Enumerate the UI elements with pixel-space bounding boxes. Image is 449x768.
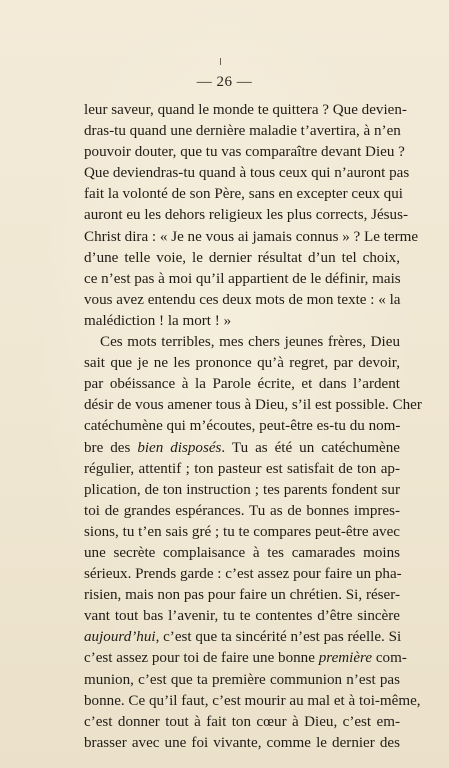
text-line xyxy=(84,459,400,480)
text-line xyxy=(84,501,400,522)
text-run: com- xyxy=(372,650,407,667)
text-run: malédiction ! la mort ! » xyxy=(84,312,232,329)
text-line xyxy=(84,627,400,648)
text-line xyxy=(84,733,400,754)
text-run: Ces mots terribles, mes chers jeunes frères, Dieu xyxy=(100,334,400,351)
text-line xyxy=(84,374,400,395)
text-run: ce n’est pas à moi qu’il appartient de le définir, mais xyxy=(84,270,401,287)
text-line xyxy=(84,480,400,501)
text-run: d’une telle voie, le dernier résultat d’un tel choix, xyxy=(84,249,400,266)
text-run: plication, de ton instruction ; tes parents fondent sur xyxy=(84,481,400,498)
text-run: , c’est que ta sincérité n’est pas réelle. Si xyxy=(155,629,402,646)
text-line xyxy=(84,269,400,290)
text-run: toi de grandes espérances. Tu as de bonnes impres- xyxy=(84,502,400,519)
text-run: vant tout bas l’avenir, tu te contentes d’être sincère xyxy=(84,608,400,625)
body-text xyxy=(84,100,422,754)
text-run: munion, c’est que ta première communion n’est pas xyxy=(84,671,400,688)
text-run: c’est assez pour toi de faire une bonne xyxy=(84,650,319,667)
text-run: régulier, attentif ; ton pasteur est satisfait de ton ap- xyxy=(84,460,400,477)
text-run: désir de vous amener tous à Dieu, s’il est possible. Cher xyxy=(84,397,422,414)
text-line xyxy=(84,205,409,226)
text-run: leur saveur, quand le monde te quittera ? Que devien- xyxy=(84,102,407,118)
text-line xyxy=(84,522,400,543)
text-run: sait que je ne les prononce qu’à regret, par devoir, xyxy=(84,355,400,372)
page-number: — 26 — xyxy=(196,74,253,90)
text-run: . Tu as été un catéchumène xyxy=(221,439,400,456)
text-line xyxy=(84,395,422,416)
text-line xyxy=(84,648,407,669)
text-run: bonne. Ce qu’il faut, c’est mourir au mal et à toi-même, xyxy=(84,692,421,709)
text-run: dras-tu quand une dernière maladie t’avertira, à n’en xyxy=(84,123,401,140)
text-line xyxy=(84,142,405,163)
text-line xyxy=(84,290,400,311)
text-line xyxy=(84,543,400,564)
text-line xyxy=(84,691,421,712)
text-run: sions, tu t’en sais gré ; tu te compares peut-être avec xyxy=(84,523,400,540)
text-run: pouvoir douter, que tu vas comparaître devant Dieu ? xyxy=(84,144,405,161)
text-run: une secrète complaisance à tes camarades moins xyxy=(84,544,400,561)
page-mark xyxy=(220,58,221,65)
italic-run: première xyxy=(318,650,373,667)
text-line xyxy=(84,416,400,437)
text-line xyxy=(84,438,400,459)
text-line xyxy=(84,606,400,627)
text-line xyxy=(84,332,400,353)
text-line xyxy=(84,712,400,733)
text-run: catéchumène qui m’écoutes, peut-être es-tu du nom- xyxy=(84,418,401,435)
text-run: bre des xyxy=(84,439,138,456)
text-run: Que deviendras-tu quand à tous ceux qui n’auront pas xyxy=(84,165,410,182)
italic-run: aujourd’hui xyxy=(84,629,156,646)
text-run: fait la volonté de son Père, sans en excepter ceux qui xyxy=(84,186,403,203)
text-run: vous avez entendu ces deux mots de mon texte : « la xyxy=(84,291,401,308)
text-line xyxy=(84,248,400,269)
text-line xyxy=(84,184,403,205)
text-line xyxy=(84,311,400,332)
text-run: c’est donner tout à fait ton cœur à Dieu, c’est em- xyxy=(84,713,400,730)
text-line xyxy=(84,163,410,184)
text-run: auront eu les dehors religieux les plus corrects, Jésus- xyxy=(84,207,409,224)
text-line xyxy=(84,121,400,142)
text-run: risien, mais non pas pour faire un chrétien. Si, réser- xyxy=(84,587,400,604)
text-line xyxy=(84,227,419,248)
italic-run: bien disposés xyxy=(137,439,222,456)
text-run: par obéissance à la Parole écrite, et dans l’ardent xyxy=(84,376,400,393)
text-run: sérieux. Prends garde : c’est assez pour faire un pha- xyxy=(84,566,402,583)
text-line xyxy=(84,100,407,121)
text-run: brasser avec une foi vivante, comme le dernier des xyxy=(84,734,400,751)
text-line xyxy=(84,564,400,585)
text-line xyxy=(84,585,400,606)
text-run: Christ dira : « Je ne vous ai jamais connus » ? Le terme xyxy=(84,228,419,245)
text-line xyxy=(84,670,400,691)
text-line xyxy=(84,353,400,374)
